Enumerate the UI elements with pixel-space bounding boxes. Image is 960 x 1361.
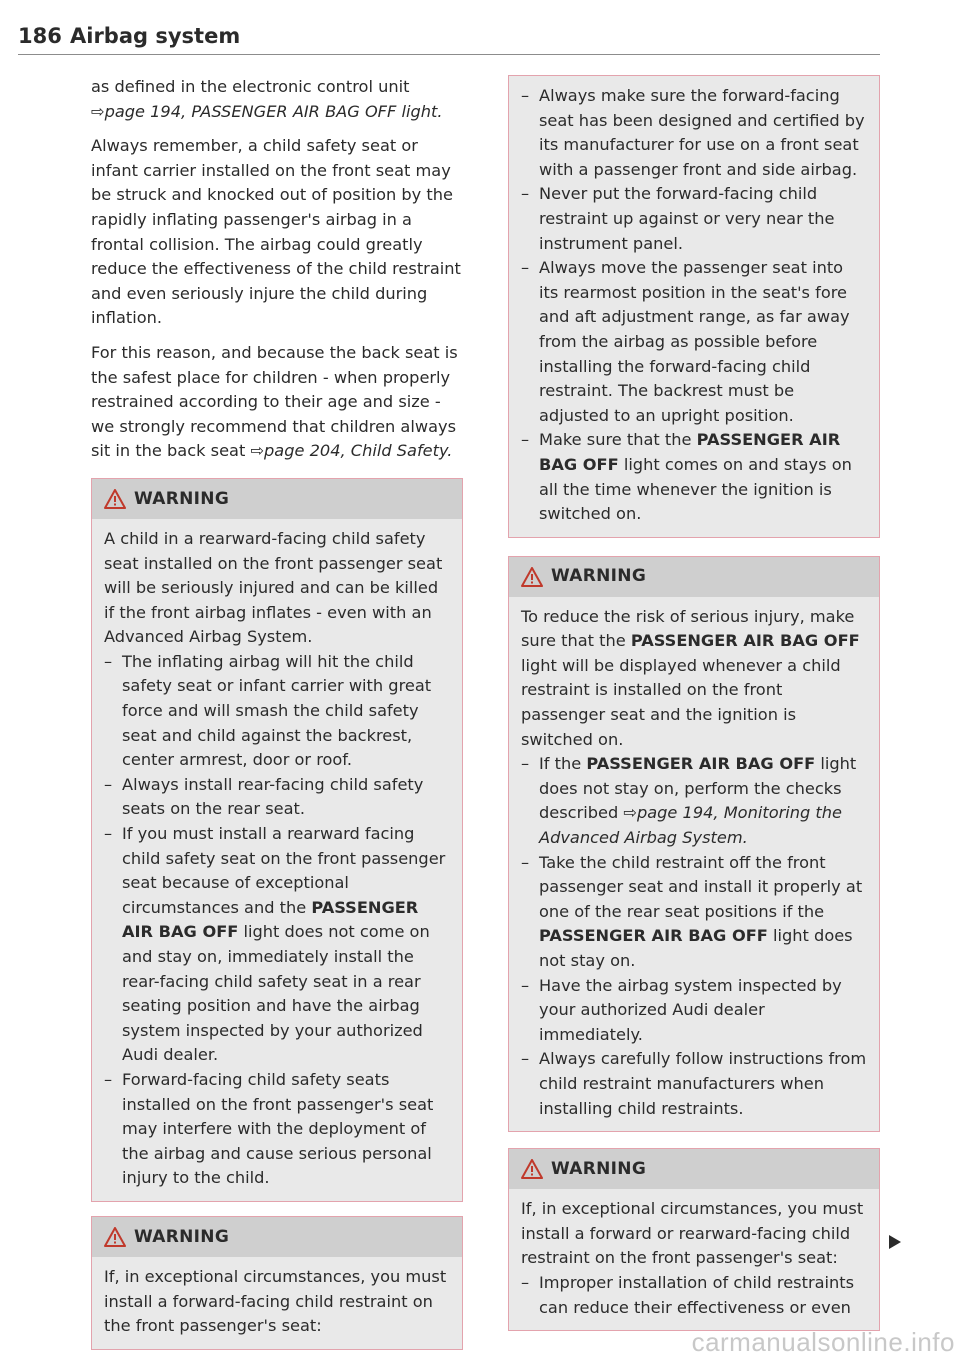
section-title: Airbag system bbox=[70, 24, 241, 48]
warning-list bbox=[521, 752, 867, 1121]
warning-header bbox=[509, 557, 879, 597]
list-item: – If you must install a rearward facing child safety seat on the front passenger seat because of exceptional circumstances and the PASSENGER AIR BAG OFF light does not come on and stay on, immediately install the rear-facing child safety seat in a rear seating position and have the airbag system inspected by your authorized Audi dealer. bbox=[104, 822, 450, 1068]
warning-title: WARNING bbox=[134, 488, 230, 509]
warning-continuation-box bbox=[508, 75, 880, 538]
warning-title: WARNING bbox=[134, 1226, 230, 1247]
warning-text: If, in exceptional circumstances, you must install a forward-facing child restraint on the front passenger's seat: bbox=[104, 1266, 447, 1336]
warning-text: If, in exceptional circumstances, you must install a forward or rearward-facing child restraint on the front passenger's seat: bbox=[521, 1199, 864, 1268]
paragraph: as defined in the electronic control unit ⇨page 194, PASSENGER AIR BAG OFF light. bbox=[91, 77, 443, 121]
list-item: – Improper installation of child restraints can reduce their effectiveness or even bbox=[521, 1271, 867, 1320]
warning-title: WARNING bbox=[551, 1158, 647, 1179]
warning-triangle-icon bbox=[521, 567, 543, 587]
list-item: – Forward-facing child safety seats installed on the front passenger's seat may interfere with the deployment of the airbag and cause serious personal injury to the child. bbox=[104, 1068, 450, 1191]
page-reference-link[interactable]: ⇨page 194, PASSENGER AIR BAG OFF light. bbox=[91, 101, 443, 121]
warning-box bbox=[508, 1148, 880, 1331]
list-item: – Always carefully follow instructions from child restraint manufacturers when installing child restraints. bbox=[521, 1047, 867, 1121]
right-column bbox=[508, 75, 880, 1331]
warning-list bbox=[521, 1271, 867, 1320]
list-item: – Always install rear-facing child safety seats on the rear seat. bbox=[104, 773, 450, 822]
warning-title: WARNING bbox=[551, 566, 647, 587]
warning-triangle-icon bbox=[521, 1159, 543, 1179]
page-reference-link[interactable]: ⇨page 194, Monitoring the Advanced Airbag System. bbox=[539, 803, 842, 848]
list-item: – Make sure that the PASSENGER AIR BAG OFF light comes on and stays on all the time whenever the ignition is switched on. bbox=[521, 428, 867, 526]
warning-header bbox=[509, 1149, 879, 1189]
page-reference-link[interactable]: ⇨page 204, Child Safety. bbox=[250, 441, 453, 461]
list-item: – Take the child restraint off the front passenger seat and install it properly at one of the rear seat positions if the PASSENGER AIR BAG OFF light does not stay on. bbox=[521, 851, 867, 974]
warning-triangle-icon bbox=[104, 489, 126, 509]
paragraph: For this reason, and because the back seat is the safest place for children - when properly restrained according to their age and size - we strongly recommend that children always sit in the back seat ⇨page 204, Child Safety. bbox=[91, 342, 458, 461]
warning-text: To reduce the risk of serious injury, make sure that the PASSENGER AIR BAG OFF light will be displayed whenever a child restraint is installed on the front passenger seat and the ignition is switched on. bbox=[521, 606, 860, 749]
list-item: – Always move the passenger seat into its rearmost position in the seat's fore and aft adjustment range, as far away from the airbag as possible before installing the forward-facing child restraint. The backrest must be adjusted to an upright position. bbox=[521, 256, 867, 428]
page-number: 186 bbox=[18, 24, 62, 48]
list-item: – Never put the forward-facing child restraint up against or very near the instrument panel. bbox=[521, 182, 867, 256]
warning-list bbox=[521, 84, 867, 527]
warning-header bbox=[92, 479, 462, 519]
warning-list bbox=[104, 650, 450, 1191]
continue-arrow-icon bbox=[888, 1234, 902, 1250]
paragraph: Always remember, a child safety seat or infant carrier installed on the front seat may be struck and knocked out of position by the rapidly inflating passenger's airbag in a frontal collision. The airbag could greatly reduce the effectiveness of the child restraint and even seriously injure the child during inflation. bbox=[91, 136, 461, 328]
left-column bbox=[91, 75, 463, 1350]
warning-text: A child in a rearward-facing child safety seat installed on the front passenger seat will be seriously injured and can be killed if the front airbag inflates - even with an Advanced Airbag System. bbox=[104, 528, 443, 647]
warning-triangle-icon bbox=[104, 1227, 126, 1247]
list-item: – Have the airbag system inspected by your authorized Audi dealer immediately. bbox=[521, 974, 867, 1048]
list-item: – The inflating airbag will hit the child safety seat or infant carrier with great force and will smash the child safety seat and child against the backrest, center armrest, door or roof. bbox=[104, 650, 450, 773]
watermark: carmanualsonline.info bbox=[691, 1327, 955, 1357]
warning-box bbox=[508, 556, 880, 1132]
list-item: – Always make sure the forward-facing seat has been designed and certified by its manufacturer for use on a front seat with a passenger front and side airbag. bbox=[521, 84, 867, 182]
warning-box bbox=[91, 478, 463, 1202]
page-header bbox=[18, 24, 880, 55]
list-item: – If the PASSENGER AIR BAG OFF light does not stay on, perform the checks described ⇨page 194, Monitoring the Advanced Airbag System. bbox=[521, 752, 867, 850]
warning-header bbox=[92, 1217, 462, 1257]
